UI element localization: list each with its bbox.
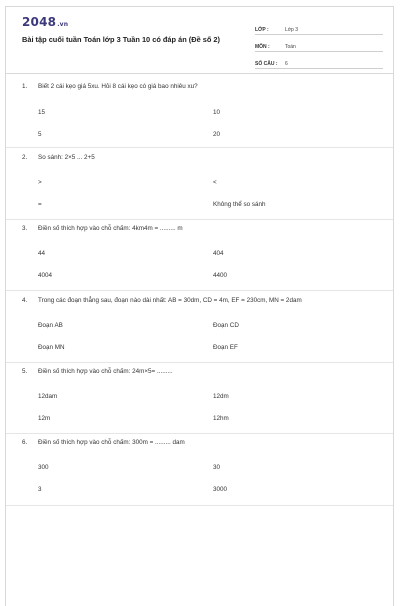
question-number: 5. xyxy=(22,368,28,375)
meta-row-count xyxy=(255,55,383,69)
answer-option[interactable]: 12dam xyxy=(38,393,58,400)
header-divider xyxy=(6,73,393,74)
answer-option[interactable]: 10 xyxy=(213,109,221,116)
logo-suffix: .vn xyxy=(57,21,69,28)
meta-label: LỚP : xyxy=(255,27,269,33)
meta-value: 6 xyxy=(285,61,288,67)
question-text: Điền số thích hợp vào chỗ chấm: 300m = ......... dam xyxy=(38,439,185,446)
meta-value: Lớp 3 xyxy=(285,27,299,33)
answer-option[interactable]: 12m xyxy=(38,415,51,422)
answer-option[interactable]: Không thể so sánh xyxy=(213,201,266,208)
question-divider xyxy=(6,362,393,363)
answer-option[interactable]: = xyxy=(38,201,42,208)
answer-option[interactable]: 30 xyxy=(213,464,221,471)
question-divider xyxy=(6,433,393,434)
meta-row-subject xyxy=(255,38,383,52)
question-number: 4. xyxy=(22,297,28,304)
answer-option[interactable]: Đoạn EF xyxy=(213,344,238,351)
answer-option[interactable]: 12hm xyxy=(213,415,229,422)
question-number: 3. xyxy=(22,225,28,232)
answer-option[interactable]: Đoạn AB xyxy=(38,322,63,329)
answer-option[interactable]: 4400 xyxy=(213,272,228,279)
worksheet-header xyxy=(6,7,393,67)
worksheet-page xyxy=(5,6,394,606)
question-number: 1. xyxy=(22,83,28,90)
answer-option[interactable]: 300 xyxy=(38,464,49,471)
answer-option[interactable]: Đoạn CD xyxy=(213,322,239,329)
question-divider xyxy=(6,147,393,148)
meta-label: SỐ CÂU : xyxy=(255,61,278,67)
answer-option[interactable]: 3 xyxy=(38,486,42,493)
logo-main: 2048 xyxy=(22,15,57,29)
answer-option[interactable]: 5 xyxy=(38,131,42,138)
answer-option[interactable]: 44 xyxy=(38,250,46,257)
question-number: 6. xyxy=(22,439,28,446)
meta-value: Toán xyxy=(285,44,296,50)
question-text: Điền số thích hợp vào chỗ chấm: 24m×5= ......... xyxy=(38,368,173,375)
question-divider xyxy=(6,219,393,220)
meta-label: MÔN : xyxy=(255,44,270,50)
worksheet-meta xyxy=(255,21,383,72)
answer-option[interactable]: < xyxy=(213,179,217,186)
worksheet-title: Bài tập cuối tuần Toán lớp 3 Tuần 10 có đáp án (Đề số 2) xyxy=(22,35,220,44)
question-divider xyxy=(6,290,393,291)
question-text: Điền số thích hợp vào chỗ chấm: 4km4m = ......... m xyxy=(38,225,183,232)
question-text: So sánh: 2×5 ... 2+5 xyxy=(38,154,95,161)
answer-option[interactable]: Đoạn MN xyxy=(38,344,65,351)
question-number: 2. xyxy=(22,154,28,161)
answer-option[interactable]: 15 xyxy=(38,109,46,116)
meta-row-class xyxy=(255,21,383,35)
question-divider xyxy=(6,505,393,506)
answer-option[interactable]: 404 xyxy=(213,250,224,257)
question-text: Biết 2 cái kẹo giá 5xu. Hỏi 8 cái kẹo có giá bao nhiêu xu? xyxy=(38,83,198,90)
site-logo[interactable] xyxy=(22,15,68,29)
question-text: Trong các đoạn thẳng sau, đoạn nào dài nhất: AB = 30dm, CD = 4m, EF = 230cm, MN = 2dam xyxy=(38,297,302,304)
answer-option[interactable]: 20 xyxy=(213,131,221,138)
answer-option[interactable]: 3000 xyxy=(213,486,228,493)
answer-option[interactable]: 4004 xyxy=(38,272,53,279)
answer-option[interactable]: 12dm xyxy=(213,393,229,400)
answer-option[interactable]: > xyxy=(38,179,42,186)
